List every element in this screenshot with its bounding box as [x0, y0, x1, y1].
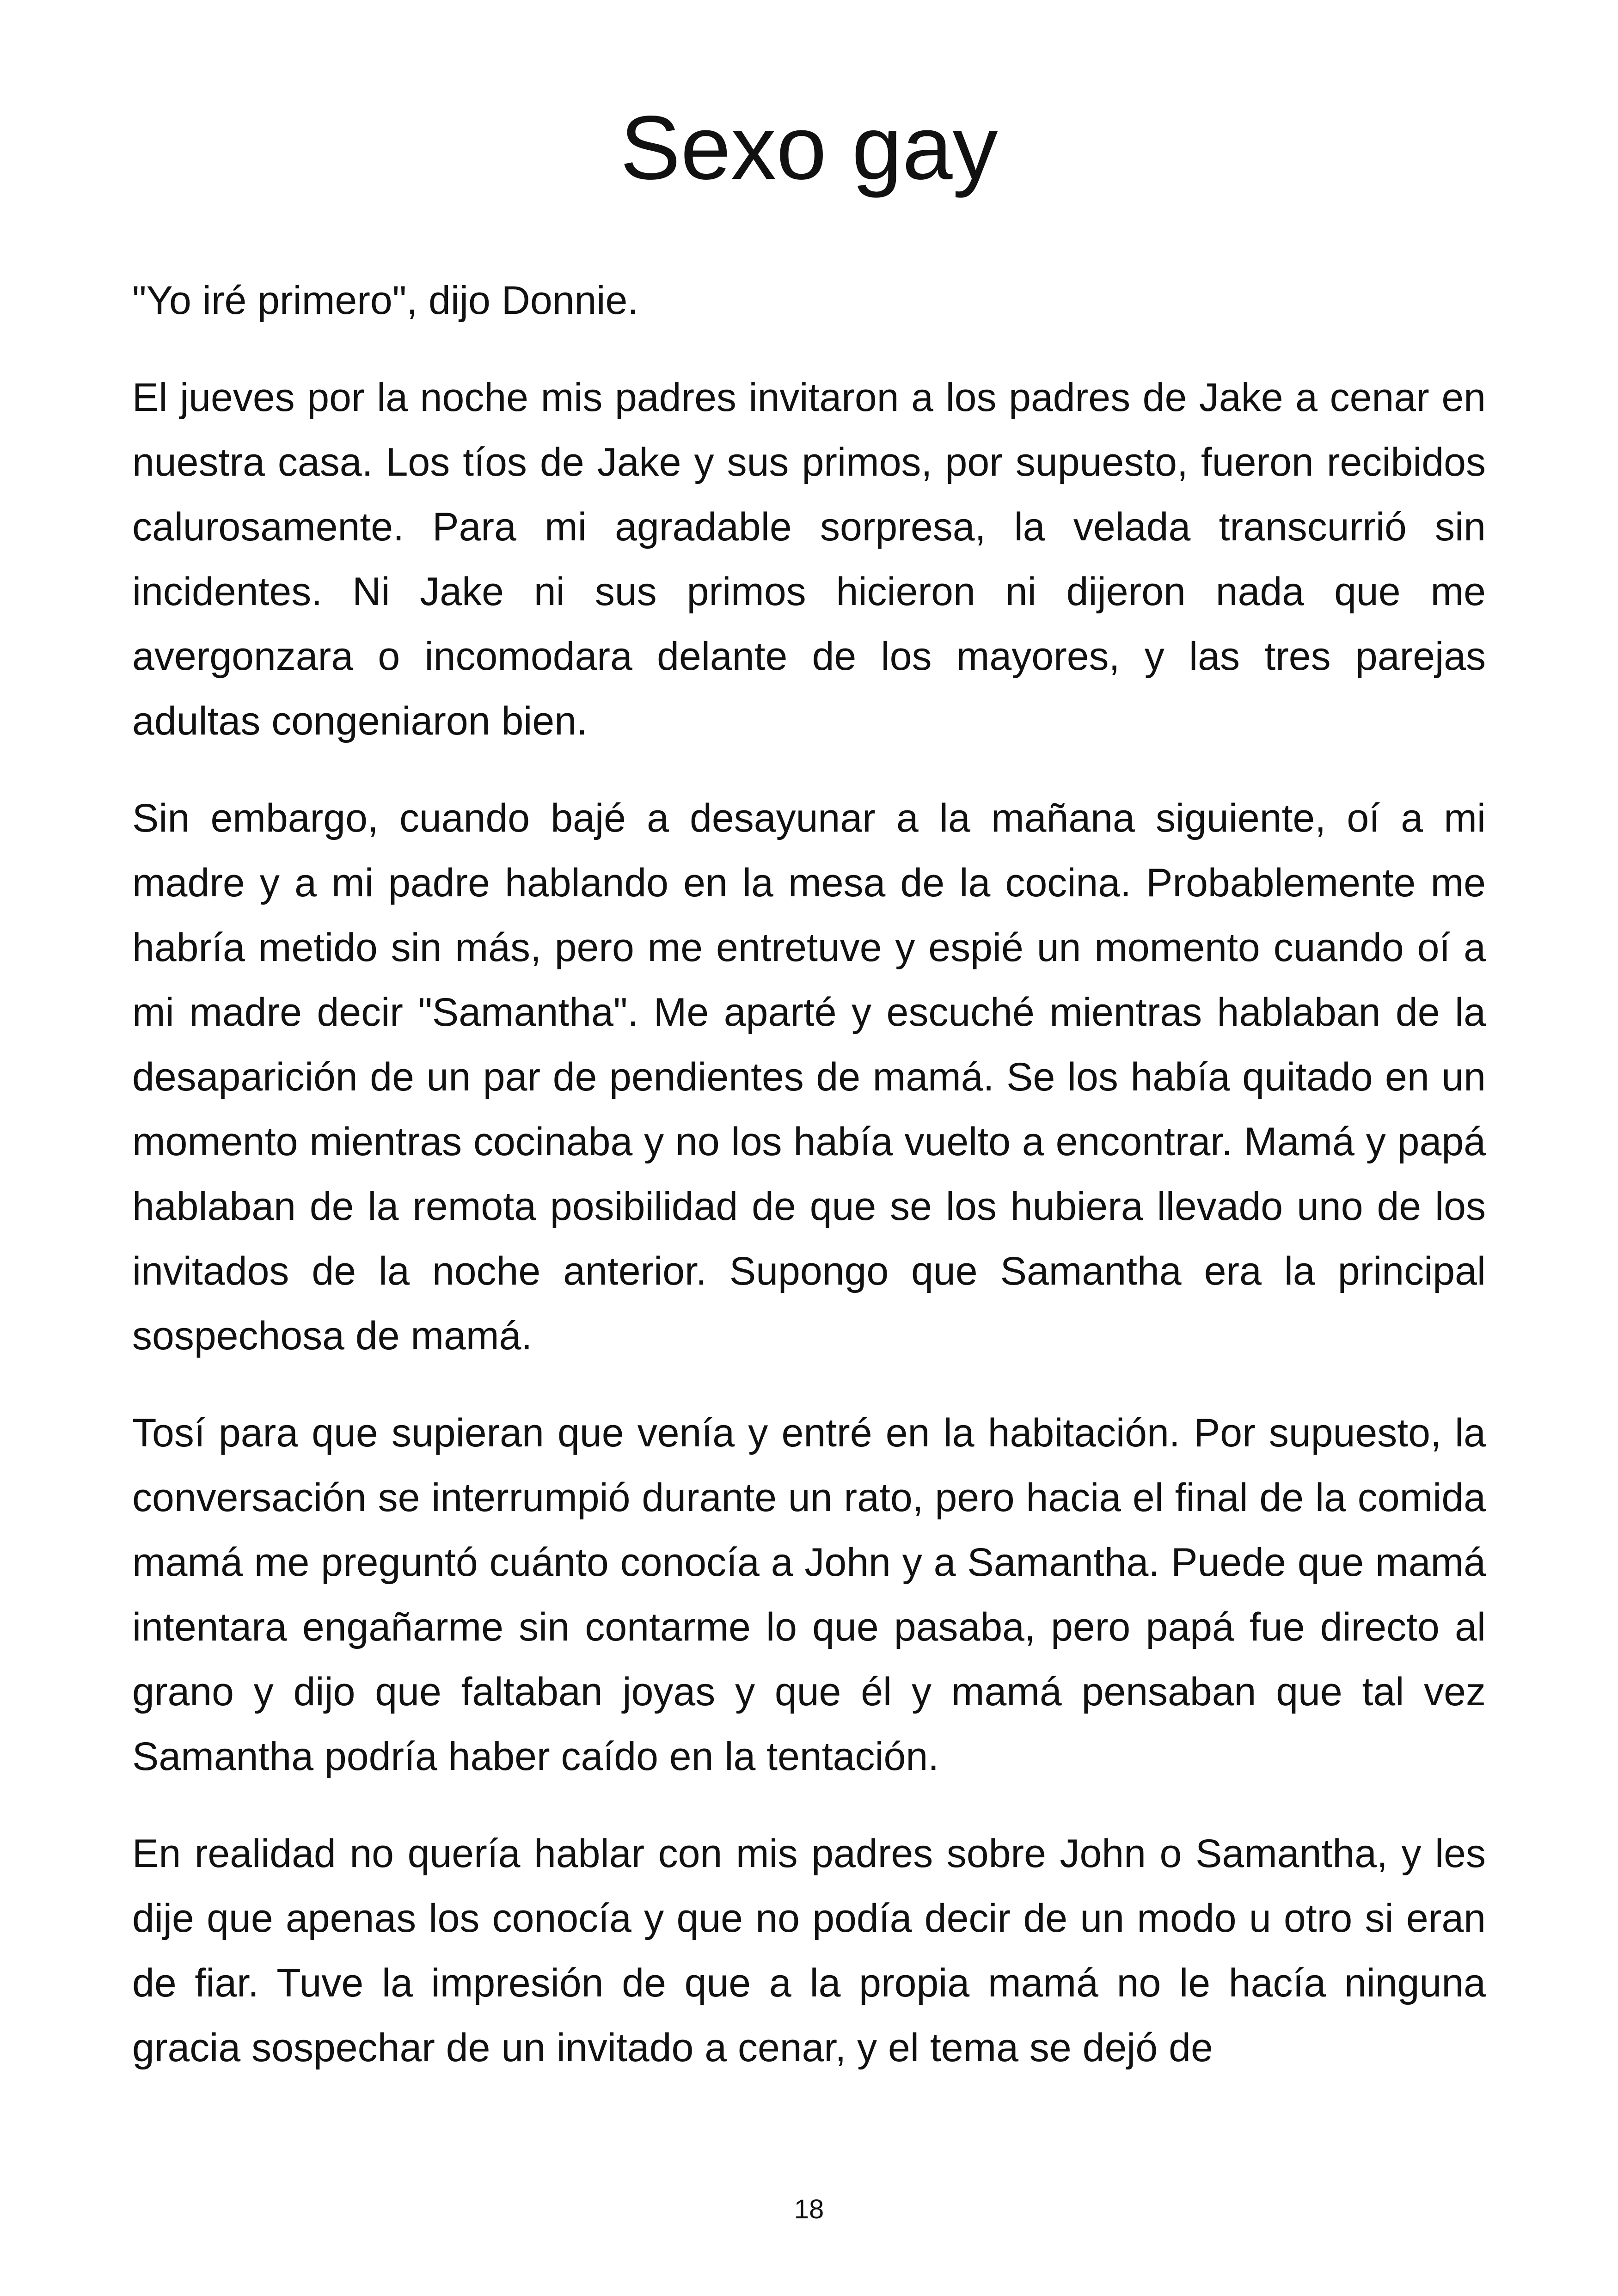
paragraph-4: Tosí para que supieran que venía y entré en la habitación. Por supuesto, la conversación se interrumpió durante un rato, pero hacia el final de la comida mamá me preguntó cuánto conocía a John y a Samantha. Puede que mamá intentara engañarme sin contarme lo que pasaba, pero papá fue directo al grano y dijo que faltaban joyas y que él y mamá pensaban que tal vez Samantha podría haber caído en la tentación. — [132, 1411, 1486, 1779]
paragraph-3: Sin embargo, cuando bajé a desayunar a la mañana siguiente, oí a mi madre y a mi padre hablando en la mesa de la cocina. Probablemente me habría metido sin más, pero me entretuve y espié un momento cuando oí a mi madre decir "Samantha". Me aparté y escuché mientras hablaban de la desaparición de un par de pendientes de mamá. Se los había quitado en un momento mientras cocinaba y no los había vuelto a encontrar. Mamá y papá hablaban de la remota posibilidad de que se los hubiera llevado uno de los invitados de la noche anterior. Supongo que Samantha era la principal sospechosa de mamá. — [132, 796, 1486, 1358]
paragraph-5: En realidad no quería hablar con mis padres sobre John o Samantha, y les dije que apenas los conocía y que no podía decir de un modo u otro si eran de fiar. Tuve la impresión de que a la propia mamá no le hacía ninguna gracia sospechar de un invitado a cenar, y el tema se dejó de — [132, 1831, 1486, 2070]
paragraph-1: "Yo iré primero", dijo Donnie. — [132, 278, 639, 323]
paragraph-2: El jueves por la noche mis padres invitaron a los padres de Jake a cenar en nuestra casa. Los tíos de Jake y sus primos, por supuesto, fueron recibidos calurosamente. Para mi agradable sorpresa, la velada transcurrió sin incidentes. Ni Jake ni sus primos hicieron ni dijeron nada que me avergonzara o incomodara delante de los mayores, y las tres parejas adultas congeniaron bien. — [132, 375, 1486, 743]
page-title: Sexo gay — [620, 97, 998, 198]
body-text — [132, 268, 1486, 2112]
page-number: 18 — [794, 2194, 824, 2224]
